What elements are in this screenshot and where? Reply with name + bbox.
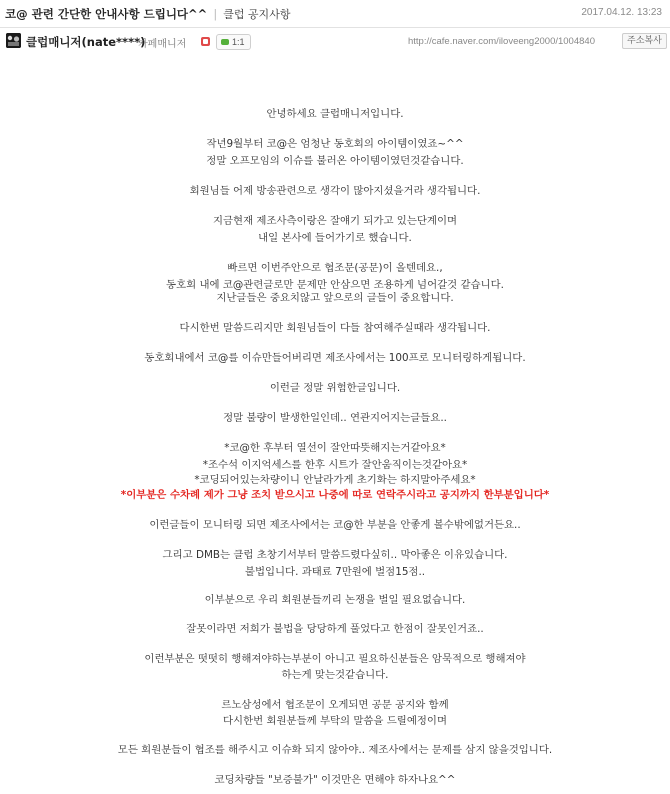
title-divider: | xyxy=(213,7,218,21)
body-line: 정말 오프모임의 이슈를 불러온 아이템이였던것같습니다. xyxy=(206,155,464,167)
copy-url-button[interactable]: 주소복사 xyxy=(622,33,667,49)
body-line: 이부분으로 우리 회원분들끼리 논쟁을 벌일 필요없습니다. xyxy=(204,594,466,606)
body-line: 작년9월부터 코@은 엄청난 동호회의 아이템이였죠~^^ xyxy=(206,138,464,150)
post-date: 2017.04.12. 13:23 xyxy=(581,7,662,18)
avatar[interactable] xyxy=(6,33,21,48)
manager-badge-icon xyxy=(201,37,210,46)
body-line: 불법입니다. 과태료 7만원에 벌점15점.. xyxy=(244,566,426,578)
body-line: 내일 본사에 들어가기로 했습니다. xyxy=(258,232,412,244)
body-line: 지금현재 제조사측이랑은 잘얘기 되가고 있는단계이며 xyxy=(212,215,458,227)
chat-label: 1:1 xyxy=(232,37,245,47)
body-line: 잘못이라면 저희가 불법을 당당하게 풀었다고 한점이 잘못인거죠.. xyxy=(186,623,484,635)
body-line: 이런부분은 떳떳히 행해져야하는부분이 아니고 필요하신분들은 암묵적으로 행해져야 xyxy=(144,653,526,665)
body-line: 이런글 정말 위험한글입니다. xyxy=(269,382,401,394)
body-line: 빠르면 이번주안으로 협조문(공문)이 올텐데요., xyxy=(227,262,443,274)
body-line: 다시한번 말씀드리지만 회원님들이 다들 참여해주실때라 생각됩니다. xyxy=(179,322,491,334)
post-url[interactable]: http://cafe.naver.com/iloveeng2000/1004840 xyxy=(408,36,595,47)
body-line: *코딩되어있는차량이니 안날라가게 초기화는 하지말아주세요* xyxy=(194,474,476,486)
author-nickname[interactable]: 클럽매니저(nate****) xyxy=(26,35,146,49)
body-line: *코@한 후부터 열선이 잘안따뜻해지는거같아요* xyxy=(224,442,446,454)
body-line: 그리고 DMB는 클럽 초창기서부터 말씀드렸다싶히.. 막아좋은 이유있습니다. xyxy=(162,549,508,561)
chat-bubble-icon xyxy=(221,39,229,45)
body-line: *조수석 이지억세스를 한후 시트가 잘안움직이는것같아요* xyxy=(202,459,468,471)
body-line: 지난글들은 중요치않고 앞으로의 글들이 중요합니다. xyxy=(216,292,454,304)
post-title[interactable]: 코@ 관련 간단한 안내사항 드립니다^^ xyxy=(5,7,208,21)
body-line: 동호회 내에 코@관련글로만 문제만 안삼으면 조용하게 넘어갈것 같습니다. xyxy=(166,279,504,291)
avatar-image-icon xyxy=(6,33,21,48)
body-line: 르노삼성에서 협조문이 오게되면 공문 공지와 함께 xyxy=(221,699,449,711)
body-line: 다시한번 회원분들께 부탁의 말씀을 드릴예정이며 xyxy=(223,715,447,727)
body-line: 회원님들 어제 방송관련으로 생각이 많아지셨을거라 생각됩니다. xyxy=(189,185,481,197)
body-line: 모든 회원분들이 협조를 해주시고 이슈화 되지 않아야.. 제조사에서는 문제를 삼지 않을것입니다. xyxy=(117,744,553,756)
body-line: 이런글들이 모니터링 되면 제조사에서는 코@한 부분을 안좋게 볼수밖에없거든요.. xyxy=(149,519,521,531)
post-title-bar xyxy=(5,6,290,22)
author-row xyxy=(0,30,670,52)
body-line: 동호회내에서 코@를 이슈만들어버리면 제조사에서는 100프로 모니터링하게됩니다. xyxy=(144,352,526,364)
body-line: 정말 불량이 발생한일인데.. 연관지어지는글들요.. xyxy=(223,412,447,424)
body-line: 코딩차량들 "보증불가" 이것만은 면해야 하자나요^^ xyxy=(214,774,456,786)
author-role: 카페매니저 xyxy=(138,39,187,50)
body-line: 안녕하세요 클럽매니저입니다. xyxy=(266,108,404,120)
body-line-highlight: *이부분은 수차례 제가 그냥 조치 받으시고 나중에 따로 연락주시라고 공지까지 한부분입니다* xyxy=(120,489,550,501)
board-name[interactable]: 클럽 공지사항 xyxy=(223,8,291,21)
post-header xyxy=(0,0,670,28)
body-line: 하는게 맞는것같습니다. xyxy=(281,669,389,681)
chat-button[interactable] xyxy=(216,34,251,50)
